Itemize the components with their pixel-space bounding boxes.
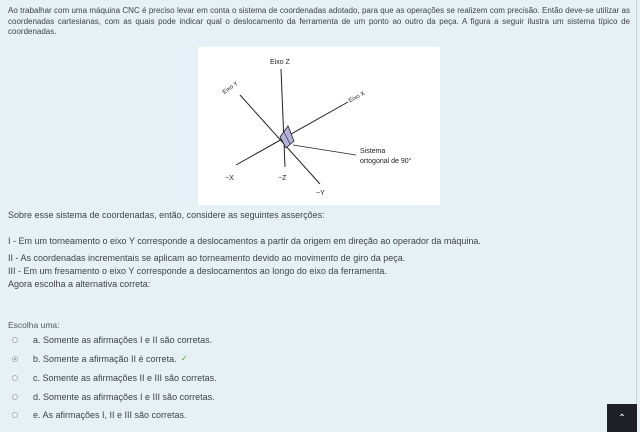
question-intro: Ao trabalhar com uma máquina CNC é preciso levar em conta o sistema de coordenadas adotado, para que as operações se realizem com precisão. Então deve-se utilizar as coordenadas cartesianas, com as quais pode indicar qual o deslocamento da ferramenta de um ponto ao outro da peça. A figura a seguir ilustra um sistema típico de coordenadas. bbox=[8, 6, 630, 36]
z-axis-label: Eixo Z bbox=[270, 59, 290, 66]
neg-x-label: −X bbox=[225, 175, 234, 182]
option-d-label: d. Somente as afirmações I e III são corretas. bbox=[33, 391, 215, 402]
option-b[interactable] bbox=[12, 352, 188, 365]
radio-option-b[interactable] bbox=[12, 356, 18, 362]
scroll-to-top-button[interactable] bbox=[607, 404, 637, 432]
radio-option-c[interactable] bbox=[12, 375, 18, 381]
coordinate-figure bbox=[198, 47, 440, 205]
option-a[interactable] bbox=[12, 333, 212, 346]
x-axis-label: Eixo X bbox=[347, 90, 367, 105]
system-label-line1: Sistema bbox=[360, 148, 386, 155]
option-b-label: b. Somente a afirmação II é correta. bbox=[33, 353, 177, 364]
y-axis-label: Eixo Y bbox=[221, 80, 240, 96]
neg-z-label: −Z bbox=[278, 175, 287, 182]
option-e-label: e. As afirmações I, II e III são corretas. bbox=[33, 409, 187, 420]
question-prompt: Sobre esse sistema de coordenadas, então, considere as seguintes asserções: bbox=[8, 210, 325, 220]
check-icon: ✓ bbox=[180, 353, 189, 363]
option-e[interactable] bbox=[12, 408, 187, 421]
chevron-up-icon: ⌃ bbox=[617, 412, 627, 424]
radio-option-a[interactable] bbox=[12, 337, 18, 343]
option-a-label: a. Somente as afirmações I e II são corretas. bbox=[33, 334, 213, 345]
assertion-1: I - Em um torneamento o eixo Y corresponde a deslocamentos a partir da origem em direção ao operador da máquina. bbox=[8, 236, 481, 246]
radio-option-d[interactable] bbox=[12, 394, 18, 400]
option-c[interactable] bbox=[12, 371, 217, 384]
choose-label: Escolha uma: bbox=[8, 320, 60, 330]
option-c-label: c. Somente as afirmações II e III são corretas. bbox=[33, 372, 217, 383]
radio-option-e[interactable] bbox=[12, 412, 18, 418]
instruction: Agora escolha a alternativa correta: bbox=[8, 279, 151, 289]
assertion-2: II - As coordenadas incrementais se aplicam ao torneamento devido ao movimento de giro da peça. bbox=[8, 253, 406, 263]
system-label-line2: ortogonal de 90° bbox=[360, 158, 412, 165]
assertion-3: III - Em um fresamento o eixo Y corresponde a deslocamentos ao longo do eixo da ferramenta. bbox=[8, 266, 387, 276]
coordinate-diagram bbox=[198, 47, 440, 205]
neg-y-label: −Y bbox=[316, 190, 325, 197]
option-d[interactable] bbox=[12, 390, 215, 403]
